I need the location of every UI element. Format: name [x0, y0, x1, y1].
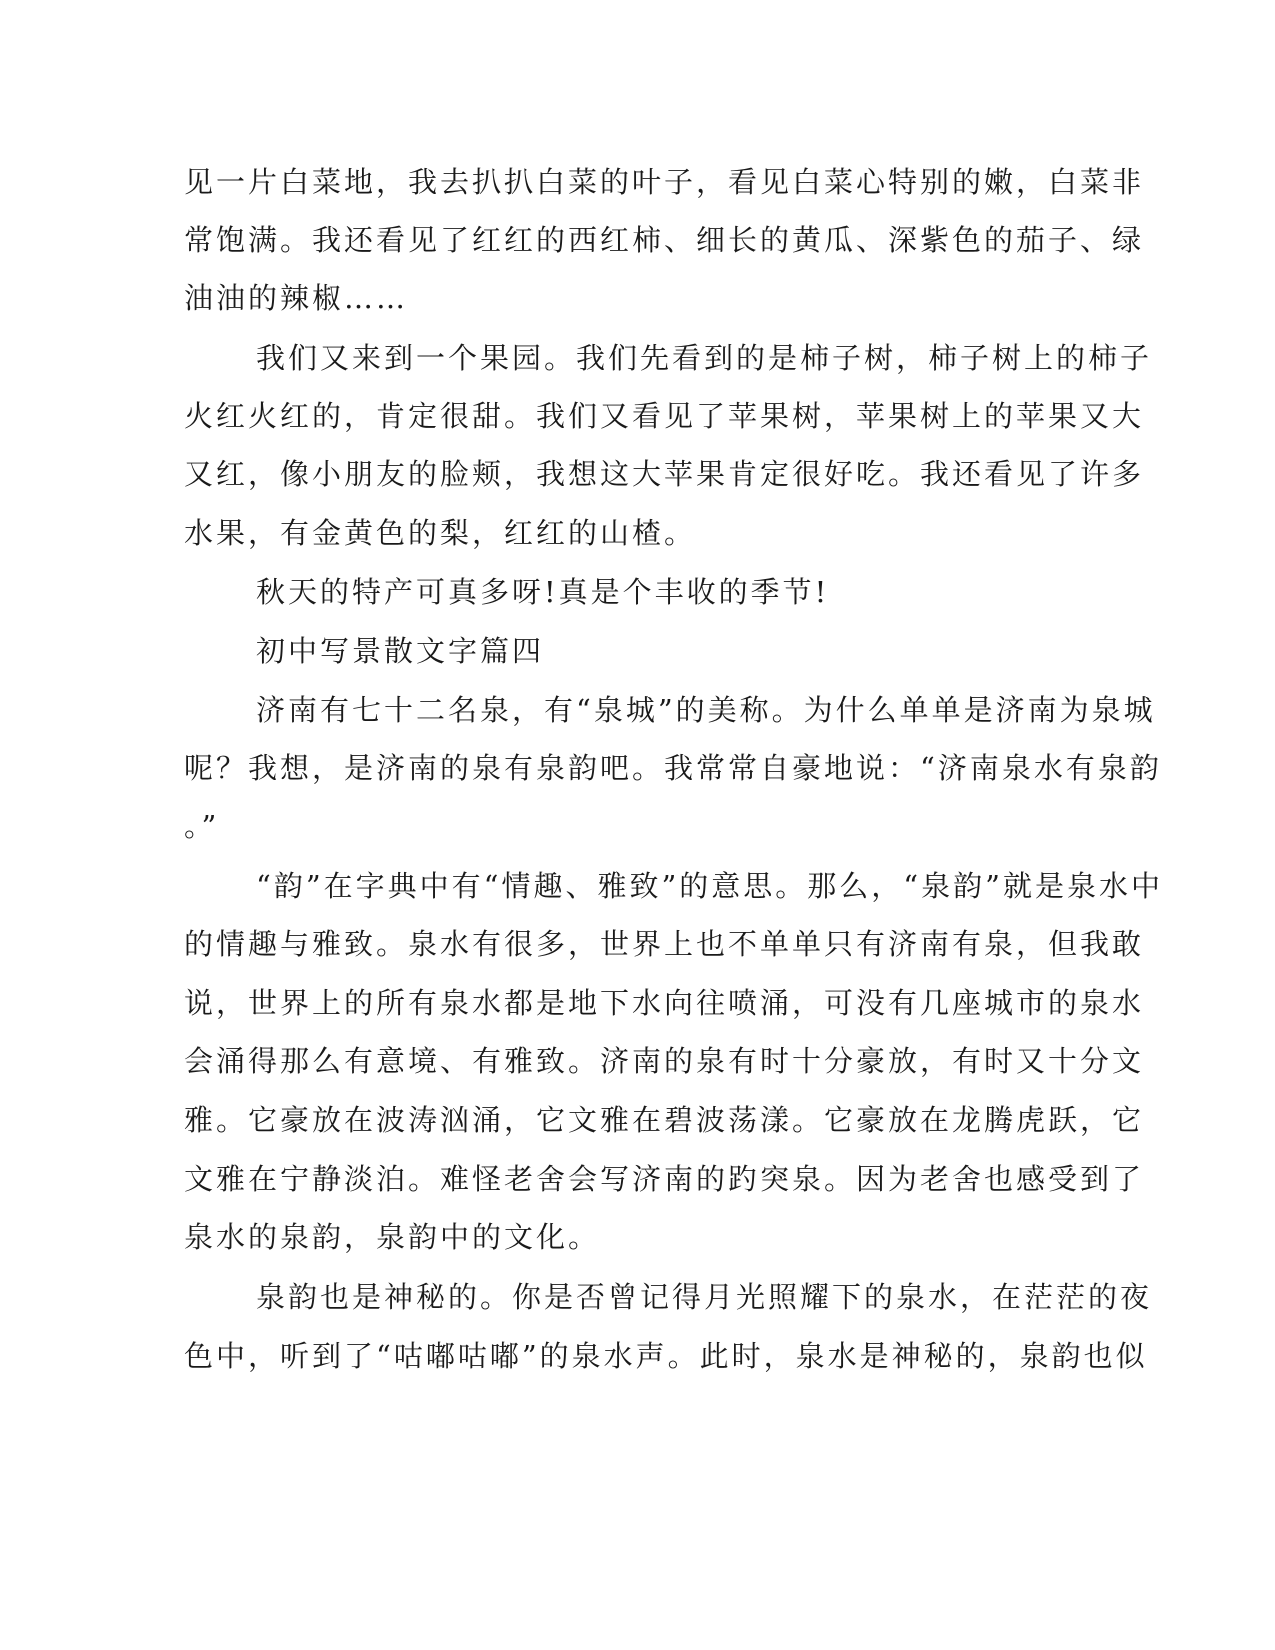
paragraph-first-line: 济南有七十二名泉，有“泉城”的美称。为什么单单是济南为泉城: [256, 693, 1156, 727]
text-line: 常饱满。我还看见了红红的西红柿、细长的黄瓜、深紫色的茄子、绿: [184, 223, 1145, 257]
text-line: 泉水的泉韵，泉韵中的文化。: [184, 1220, 601, 1254]
text-line: 水果，有金黄色的梨，红红的山楂。: [184, 516, 697, 550]
paragraph-first-line: 泉韵也是神秘的。你是否曾记得月光照耀下的泉水，在茫茫的夜: [256, 1280, 1153, 1314]
text-line: 的情趣与雅致。泉水有很多，世界上也不单单只有济南有泉，但我敢: [184, 927, 1145, 961]
text-line: 油油的辣椒……: [184, 281, 409, 315]
paragraph-first-line: 秋天的特产可真多呀!真是个丰收的季节!: [256, 575, 830, 609]
text-line: 说，世界上的所有泉水都是地下水向往喷涌，可没有几座城市的泉水: [184, 986, 1145, 1020]
paragraph-first-line: “韵”在字典中有“情趣、雅致”的意思。那么，“泉韵”就是泉水中: [256, 869, 1163, 903]
text-line: 见一片白菜地，我去扒扒白菜的叶子，看见白菜心特别的嫩，白菜非: [184, 165, 1145, 199]
text-line: 色中，听到了“咕嘟咕嘟”的泉水声。此时，泉水是神秘的，泉韵也似: [184, 1339, 1148, 1373]
text-line: 火红火红的，肯定很甜。我们又看见了苹果树，苹果树上的苹果又大: [184, 399, 1145, 433]
text-line: 又红，像小朋友的脸颊，我想这大苹果肯定很好吃。我还看见了许多: [184, 457, 1145, 491]
text-line: 呢？我想，是济南的泉有泉韵吧。我常常自豪地说：“济南泉水有泉韵: [184, 751, 1162, 785]
text-line: 雅。它豪放在波涛汹涌，它文雅在碧波荡漾。它豪放在龙腾虎跃，它: [184, 1103, 1145, 1137]
text-line: 会涌得那么有意境、有雅致。济南的泉有时十分豪放，有时又十分文: [184, 1044, 1145, 1078]
text-line: 。”: [184, 809, 220, 843]
text-line: 文雅在宁静淡泊。难怪老舍会写济南的趵突泉。因为老舍也感受到了: [184, 1162, 1145, 1196]
paragraph-first-line: 我们又来到一个果园。我们先看到的是柿子树，柿子树上的柿子: [256, 341, 1153, 375]
section-heading: 初中写景散文字篇四: [256, 634, 545, 668]
